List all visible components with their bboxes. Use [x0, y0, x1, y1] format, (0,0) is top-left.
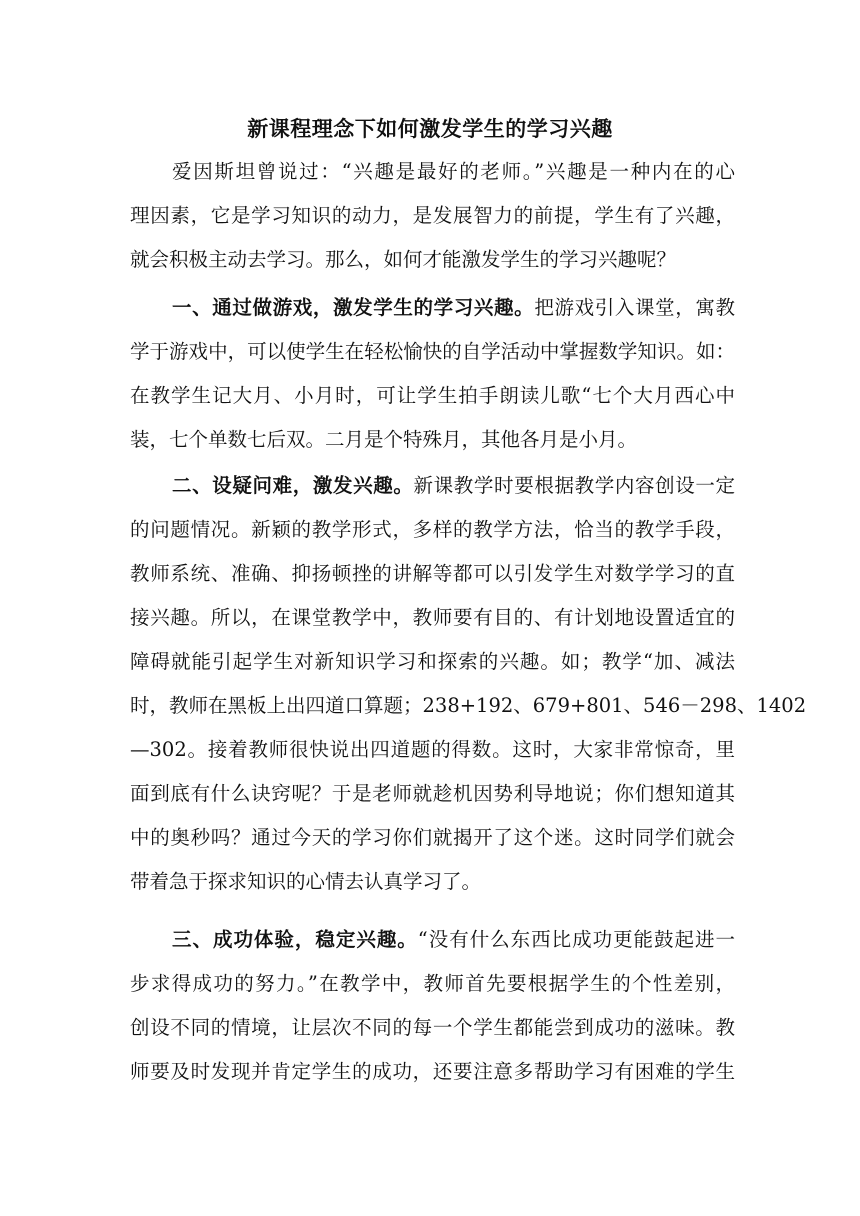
section3-first-line-text: “没有什么东西比成功更能鼓起进一: [417, 928, 735, 951]
intro-line-2: 理因素，它是学习知识的动力，是发展智力的前提，学生有了兴趣，: [130, 204, 735, 227]
section3-line-2: 步求得成功的努力。”在教学中，教师首先要根据学生的个性差别，: [130, 972, 735, 995]
page-title: 新课程理念下如何激发学生的学习兴趣: [247, 117, 613, 141]
section2-line-5: 障碍就能引起学生对新知识学习和探索的兴趣。如；教学“加、减法: [130, 650, 735, 673]
section1-heading: 一、通过做游戏，激发学生的学习兴趣。: [172, 296, 535, 319]
section3-first-line: [172, 920, 735, 960]
section1-first-line: [172, 288, 735, 328]
section1-line-4: 装，七个单数七后双。二月是个特殊月，其他各月是小月。: [130, 428, 638, 451]
section2-heading: 二、设疑问难，激发兴趣。: [172, 474, 414, 497]
section2-line-3: 教师系统、准确、抑扬顿挫的讲解等都可以引发学生对数学学习的直: [130, 562, 735, 585]
section2-first-line: [172, 466, 735, 506]
section2-first-line-text: 新课教学时要根据教学内容创设一定: [413, 474, 735, 497]
section1-line-3: 在教学生记大月、小月时，可让学生拍手朗读儿歌“七个大月西心中: [130, 384, 735, 407]
section2-line-7: —302。接着教师很快说出四道题的得数。这时，大家非常惊奇，里: [130, 738, 735, 761]
section2-line-10: 带着急于探求知识的心情去认真学习了。: [130, 870, 482, 893]
intro-line-1: 爱因斯坦曾说过：“兴趣是最好的老师。”兴趣是一种内在的心: [172, 160, 735, 183]
section3-line-3: 创设不同的情境，让层次不同的每一个学生都能尝到成功的滋味。教: [130, 1016, 735, 1039]
section1-line-2: 学于游戏中，可以使学生在轻松愉快的自学活动中掌握数学知识。如：: [130, 340, 735, 363]
section2-line-8: 面到底有什么诀窍呢？于是老师就趁机因势利导地说；你们想知道其: [130, 782, 735, 805]
section2-line-2: 的问题情况。新颖的教学形式，多样的教学方法，恰当的教学手段，: [130, 518, 735, 541]
section2-line-9: 中的奥秒吗？通过今天的学习你们就揭开了这个迷。这时同学们就会: [130, 826, 735, 849]
section3-heading: 三、成功体验，稳定兴趣。: [172, 928, 418, 951]
section3-line-4: 师要及时发现并肯定学生的成功，还要注意多帮助学习有困难的学生: [130, 1060, 735, 1083]
intro-line-3: 就会积极主动去学习。那么，如何才能激发学生的学习兴趣呢？: [130, 248, 677, 271]
section1-first-line-text: 把游戏引入课堂，寓教: [534, 296, 735, 319]
section2-line-6: 时，教师在黑板上出四道口算题；238+192、679+801、546－298、1402: [130, 694, 807, 717]
section2-line-4: 接兴趣。所以，在课堂教学中，教师要有目的、有计划地设置适宜的: [130, 606, 735, 629]
